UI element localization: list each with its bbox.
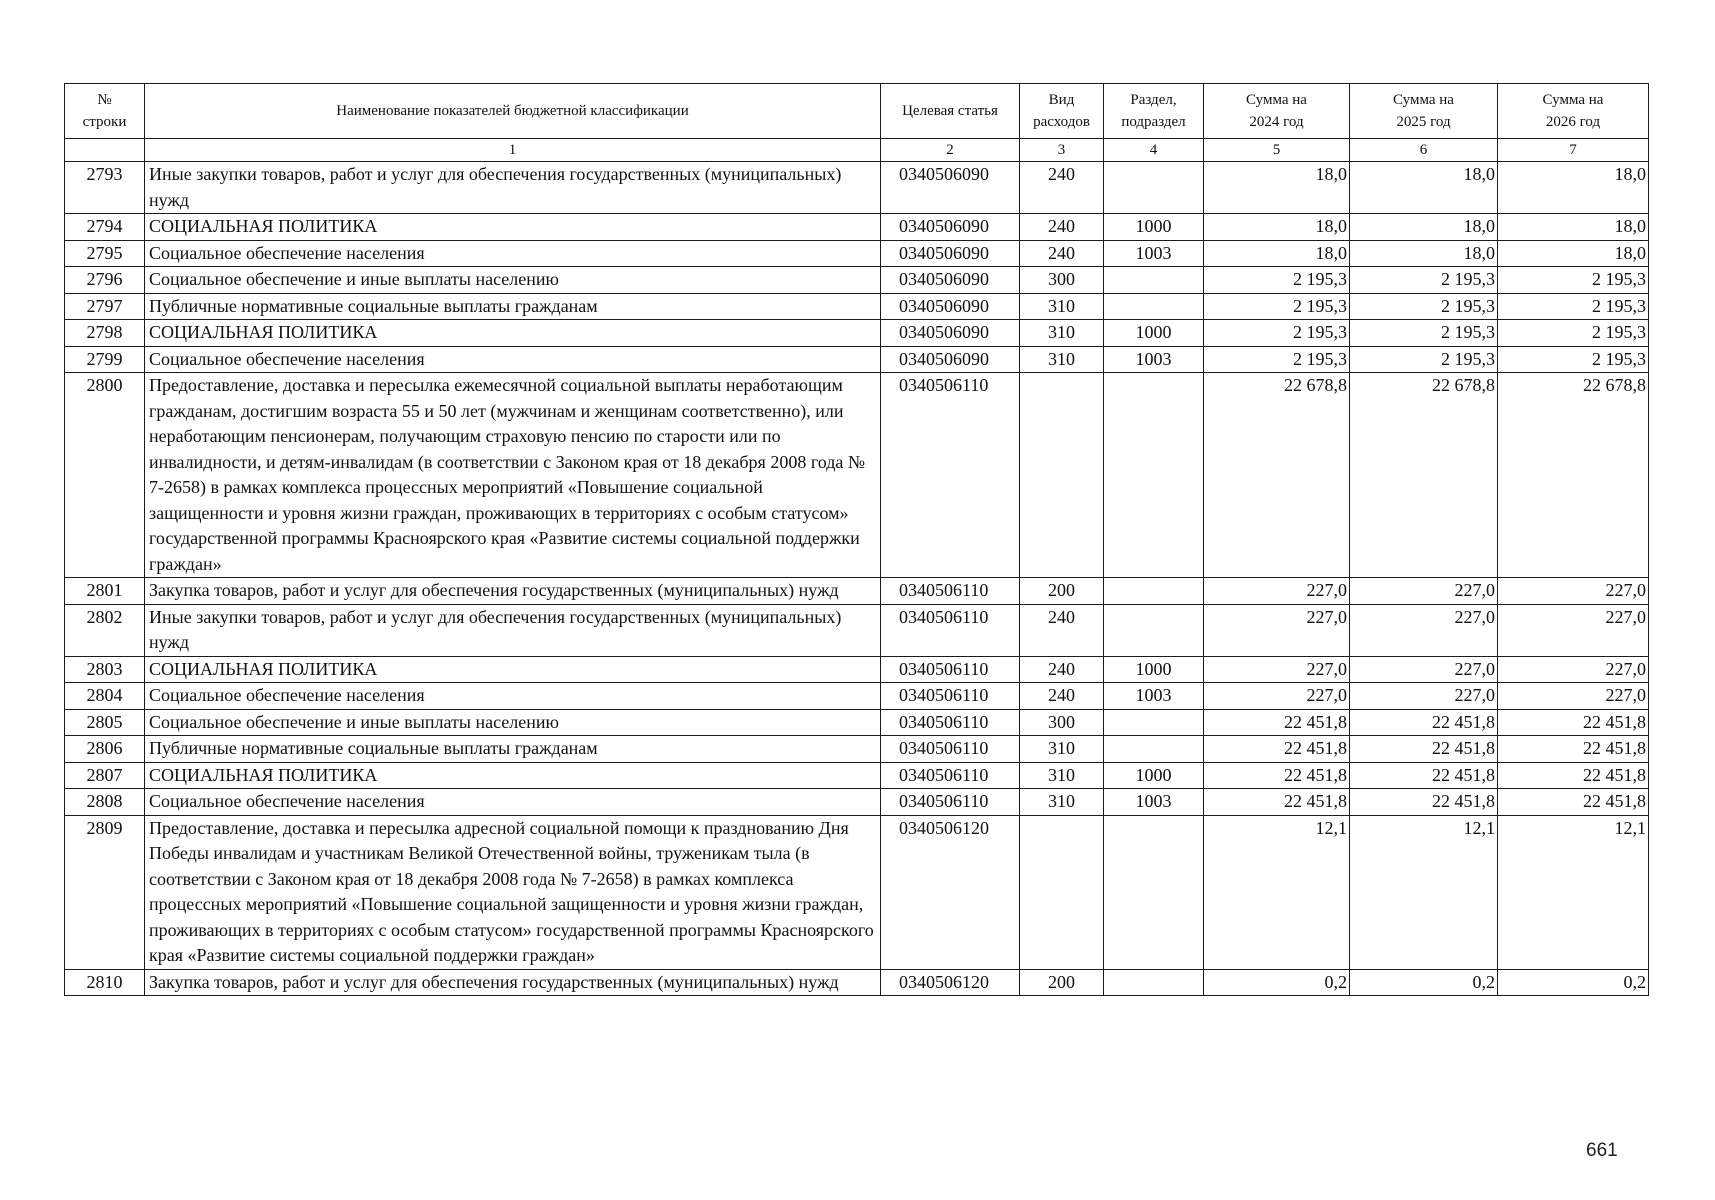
- target-article-cell: 0340506090: [881, 214, 1020, 241]
- row-number-cell: 2796: [65, 267, 145, 294]
- sum-2026-cell: 18,0: [1498, 240, 1649, 267]
- sum-2024-cell: 22 451,8: [1204, 736, 1350, 763]
- target-article-cell: 0340506090: [881, 293, 1020, 320]
- section-cell: [1104, 267, 1204, 294]
- indicator-name-cell: Закупка товаров, работ и услуг для обеспечения государственных (муниципальных) нужд: [145, 578, 881, 605]
- sum-2026-cell: 22 451,8: [1498, 736, 1649, 763]
- sum-2026-cell: 22 451,8: [1498, 789, 1649, 816]
- indicator-name-cell: Социальное обеспечение населения: [145, 789, 881, 816]
- expense-type-cell: 310: [1020, 736, 1104, 763]
- section-cell: 1003: [1104, 346, 1204, 373]
- section-cell: 1000: [1104, 214, 1204, 241]
- row-number-cell: 2798: [65, 320, 145, 347]
- expense-type-cell: 310: [1020, 320, 1104, 347]
- expense-type-cell: 200: [1020, 969, 1104, 996]
- section-cell: 1003: [1104, 789, 1204, 816]
- sum-2025-cell: 22 451,8: [1350, 789, 1498, 816]
- sum-2024-cell: 22 678,8: [1204, 373, 1350, 578]
- sum-2025-cell: 227,0: [1350, 578, 1498, 605]
- sum-2025-cell: 22 451,8: [1350, 762, 1498, 789]
- expense-type-cell: 240: [1020, 604, 1104, 656]
- row-number-cell: 2807: [65, 762, 145, 789]
- sum-2025-cell: 227,0: [1350, 604, 1498, 656]
- page-number: 661: [1586, 1140, 1618, 1161]
- column-number: 7: [1498, 139, 1649, 162]
- sum-2026-cell: 227,0: [1498, 578, 1649, 605]
- sum-2025-cell: 18,0: [1350, 162, 1498, 214]
- sum-2025-cell: 227,0: [1350, 656, 1498, 683]
- expense-type-cell: 310: [1020, 293, 1104, 320]
- row-number-cell: 2800: [65, 373, 145, 578]
- sum-2026-cell: 2 195,3: [1498, 346, 1649, 373]
- column-number: 1: [145, 139, 881, 162]
- expense-type-cell: 310: [1020, 789, 1104, 816]
- header-row: [65, 84, 1649, 139]
- sum-2025-cell: 227,0: [1350, 683, 1498, 710]
- header-name: Наименование показателей бюджетной классификации: [145, 84, 881, 139]
- target-article-cell: 0340506110: [881, 656, 1020, 683]
- table-row: [65, 762, 1649, 789]
- table-row: [65, 789, 1649, 816]
- table-row: [65, 604, 1649, 656]
- sum-2024-cell: 18,0: [1204, 162, 1350, 214]
- sum-2026-cell: 227,0: [1498, 604, 1649, 656]
- sum-2024-cell: 2 195,3: [1204, 320, 1350, 347]
- table-row: [65, 709, 1649, 736]
- target-article-cell: 0340506120: [881, 815, 1020, 969]
- indicator-name-cell: Предоставление, доставка и пересылка адресной социальной помощи к празднованию Дня Победы инвалидам и участникам Великой Отечественной войны, труженикам тыла (в соответствии с Законом края от 18 декабря 2008 года № 7-2658) в рамках комплекса процессных мероприятий «Повышение социальной защищенности и уровня жизни граждан, проживающих в территориях с особым статусом» государственной программы Красноярского края «Развитие системы социальной поддержки граждан»: [145, 815, 881, 969]
- section-cell: [1104, 293, 1204, 320]
- table-row: [65, 373, 1649, 578]
- column-number: 3: [1020, 139, 1104, 162]
- sum-2026-cell: 22 451,8: [1498, 762, 1649, 789]
- column-number: 5: [1204, 139, 1350, 162]
- indicator-name-cell: Закупка товаров, работ и услуг для обеспечения государственных (муниципальных) нужд: [145, 969, 881, 996]
- expense-type-cell: 240: [1020, 214, 1104, 241]
- target-article-cell: 0340506090: [881, 162, 1020, 214]
- sum-2024-cell: 2 195,3: [1204, 267, 1350, 294]
- section-cell: [1104, 969, 1204, 996]
- target-article-cell: 0340506090: [881, 267, 1020, 294]
- expense-type-cell: 240: [1020, 656, 1104, 683]
- sum-2024-cell: 22 451,8: [1204, 762, 1350, 789]
- sum-2025-cell: 2 195,3: [1350, 346, 1498, 373]
- sum-2025-cell: 2 195,3: [1350, 267, 1498, 294]
- indicator-name-cell: Публичные нормативные социальные выплаты гражданам: [145, 293, 881, 320]
- sum-2026-cell: 2 195,3: [1498, 293, 1649, 320]
- sum-2025-cell: 22 451,8: [1350, 709, 1498, 736]
- section-cell: [1104, 736, 1204, 763]
- sum-2025-cell: 18,0: [1350, 240, 1498, 267]
- sum-2024-cell: 2 195,3: [1204, 346, 1350, 373]
- section-cell: [1104, 578, 1204, 605]
- indicator-name-cell: Социальное обеспечение и иные выплаты населению: [145, 267, 881, 294]
- column-number: [65, 139, 145, 162]
- expense-type-cell: 240: [1020, 162, 1104, 214]
- sum-2026-cell: 18,0: [1498, 162, 1649, 214]
- sum-2024-cell: 18,0: [1204, 240, 1350, 267]
- target-article-cell: 0340506090: [881, 346, 1020, 373]
- row-number-cell: 2802: [65, 604, 145, 656]
- sum-2024-cell: 12,1: [1204, 815, 1350, 969]
- expense-type-cell: 300: [1020, 709, 1104, 736]
- indicator-name-cell: СОЦИАЛЬНАЯ ПОЛИТИКА: [145, 762, 881, 789]
- header-expense-type: Вид расходов: [1020, 84, 1104, 139]
- target-article-cell: 0340506090: [881, 320, 1020, 347]
- sum-2025-cell: 2 195,3: [1350, 320, 1498, 347]
- indicator-name-cell: Иные закупки товаров, работ и услуг для обеспечения государственных (муниципальных) нужд: [145, 604, 881, 656]
- sum-2026-cell: 0,2: [1498, 969, 1649, 996]
- table-header: [65, 84, 1649, 162]
- indicator-name-cell: Иные закупки товаров, работ и услуг для обеспечения государственных (муниципальных) нужд: [145, 162, 881, 214]
- target-article-cell: 0340506110: [881, 709, 1020, 736]
- sum-2025-cell: 22 451,8: [1350, 736, 1498, 763]
- section-cell: 1000: [1104, 656, 1204, 683]
- target-article-cell: 0340506110: [881, 762, 1020, 789]
- column-number: 6: [1350, 139, 1498, 162]
- expense-type-cell: 310: [1020, 346, 1104, 373]
- column-number-row: [65, 139, 1649, 162]
- table-row: [65, 267, 1649, 294]
- section-cell: [1104, 604, 1204, 656]
- section-cell: 1003: [1104, 240, 1204, 267]
- section-cell: [1104, 162, 1204, 214]
- expense-type-cell: 300: [1020, 267, 1104, 294]
- row-number-cell: 2795: [65, 240, 145, 267]
- section-cell: 1000: [1104, 762, 1204, 789]
- indicator-name-cell: СОЦИАЛЬНАЯ ПОЛИТИКА: [145, 656, 881, 683]
- expense-type-cell: 240: [1020, 240, 1104, 267]
- table-row: [65, 578, 1649, 605]
- sum-2026-cell: 18,0: [1498, 214, 1649, 241]
- table-row: [65, 162, 1649, 214]
- expense-type-cell: [1020, 373, 1104, 578]
- row-number-cell: 2803: [65, 656, 145, 683]
- target-article-cell: 0340506110: [881, 736, 1020, 763]
- row-number-cell: 2809: [65, 815, 145, 969]
- sum-2025-cell: 22 678,8: [1350, 373, 1498, 578]
- expense-type-cell: [1020, 815, 1104, 969]
- expense-type-cell: 200: [1020, 578, 1104, 605]
- sum-2025-cell: 0,2: [1350, 969, 1498, 996]
- section-cell: 1003: [1104, 683, 1204, 710]
- expense-type-cell: 310: [1020, 762, 1104, 789]
- sum-2026-cell: 227,0: [1498, 656, 1649, 683]
- sum-2024-cell: 22 451,8: [1204, 789, 1350, 816]
- table-row: [65, 240, 1649, 267]
- target-article-cell: 0340506110: [881, 789, 1020, 816]
- sum-2025-cell: 12,1: [1350, 815, 1498, 969]
- table-row: [65, 683, 1649, 710]
- expense-type-cell: 240: [1020, 683, 1104, 710]
- table-body: [65, 162, 1649, 996]
- indicator-name-cell: Публичные нормативные социальные выплаты гражданам: [145, 736, 881, 763]
- row-number-cell: 2804: [65, 683, 145, 710]
- table-row: [65, 736, 1649, 763]
- column-number: 2: [881, 139, 1020, 162]
- sum-2026-cell: 22 678,8: [1498, 373, 1649, 578]
- sum-2024-cell: 0,2: [1204, 969, 1350, 996]
- sum-2026-cell: 22 451,8: [1498, 709, 1649, 736]
- table-row: [65, 815, 1649, 969]
- indicator-name-cell: СОЦИАЛЬНАЯ ПОЛИТИКА: [145, 214, 881, 241]
- sum-2025-cell: 2 195,3: [1350, 293, 1498, 320]
- column-number: 4: [1104, 139, 1204, 162]
- header-row-number: № строки: [65, 84, 145, 139]
- section-cell: [1104, 709, 1204, 736]
- table-row: [65, 969, 1649, 996]
- sum-2026-cell: 2 195,3: [1498, 320, 1649, 347]
- sum-2024-cell: 2 195,3: [1204, 293, 1350, 320]
- table-row: [65, 293, 1649, 320]
- row-number-cell: 2801: [65, 578, 145, 605]
- budget-table: [64, 83, 1649, 996]
- indicator-name-cell: Социальное обеспечение и иные выплаты населению: [145, 709, 881, 736]
- row-number-cell: 2793: [65, 162, 145, 214]
- indicator-name-cell: Социальное обеспечение населения: [145, 346, 881, 373]
- target-article-cell: 0340506110: [881, 578, 1020, 605]
- sum-2024-cell: 18,0: [1204, 214, 1350, 241]
- target-article-cell: 0340506110: [881, 683, 1020, 710]
- header-sum-2024: Сумма на 2024 год: [1204, 84, 1350, 139]
- indicator-name-cell: СОЦИАЛЬНАЯ ПОЛИТИКА: [145, 320, 881, 347]
- target-article-cell: 0340506110: [881, 604, 1020, 656]
- sum-2024-cell: 22 451,8: [1204, 709, 1350, 736]
- table-row: [65, 346, 1649, 373]
- sum-2026-cell: 227,0: [1498, 683, 1649, 710]
- row-number-cell: 2797: [65, 293, 145, 320]
- row-number-cell: 2805: [65, 709, 145, 736]
- sum-2024-cell: 227,0: [1204, 683, 1350, 710]
- row-number-cell: 2794: [65, 214, 145, 241]
- row-number-cell: 2808: [65, 789, 145, 816]
- header-sum-2025: Сумма на 2025 год: [1350, 84, 1498, 139]
- row-number-cell: 2806: [65, 736, 145, 763]
- sum-2026-cell: 2 195,3: [1498, 267, 1649, 294]
- section-cell: [1104, 815, 1204, 969]
- sum-2025-cell: 18,0: [1350, 214, 1498, 241]
- header-sum-2026: Сумма на 2026 год: [1498, 84, 1649, 139]
- table-row: [65, 320, 1649, 347]
- target-article-cell: 0340506090: [881, 240, 1020, 267]
- section-cell: 1000: [1104, 320, 1204, 347]
- sum-2024-cell: 227,0: [1204, 578, 1350, 605]
- sum-2024-cell: 227,0: [1204, 604, 1350, 656]
- row-number-cell: 2810: [65, 969, 145, 996]
- table-row: [65, 656, 1649, 683]
- indicator-name-cell: Социальное обеспечение населения: [145, 683, 881, 710]
- indicator-name-cell: Социальное обеспечение населения: [145, 240, 881, 267]
- header-target: Целевая статья: [881, 84, 1020, 139]
- sum-2024-cell: 227,0: [1204, 656, 1350, 683]
- sum-2026-cell: 12,1: [1498, 815, 1649, 969]
- target-article-cell: 0340506120: [881, 969, 1020, 996]
- section-cell: [1104, 373, 1204, 578]
- row-number-cell: 2799: [65, 346, 145, 373]
- target-article-cell: 0340506110: [881, 373, 1020, 578]
- table-row: [65, 214, 1649, 241]
- indicator-name-cell: Предоставление, доставка и пересылка ежемесячной социальной выплаты неработающим гражданам, достигшим возраста 55 и 50 лет (мужчинам и женщинам соответственно), или неработающим пенсионерам, получающим страховую пенсию по старости или по инвалидности, и детям-инвалидам (в соответствии с Законом края от 18 декабря 2008 года № 7-2658) в рамках комплекса процессных мероприятий «Повышение социальной защищенности и уровня жизни граждан, проживающих в территориях с особым статусом» государственной программы Красноярского края «Развитие системы социальной поддержки граждан»: [145, 373, 881, 578]
- header-section: Раздел, подраздел: [1104, 84, 1204, 139]
